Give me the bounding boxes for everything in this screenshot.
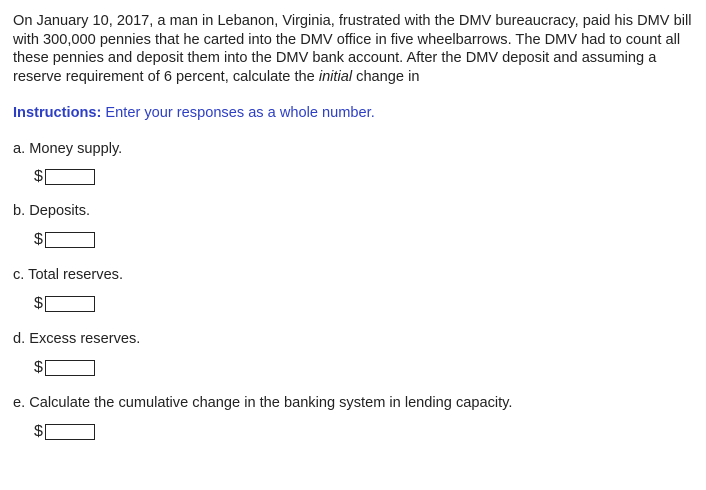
deposits-input[interactable] [45,232,95,248]
currency-symbol: $ [34,231,43,248]
question-a-label: a. Money supply. [13,141,123,157]
problem-italic-word: initial [318,68,353,85]
problem-statement [13,12,693,86]
answer-row-e [34,422,693,442]
problem-text-end: change in [352,68,420,85]
lending-capacity-input[interactable] [45,424,95,440]
instructions-label: Instructions: [13,105,102,121]
currency-symbol: $ [34,359,43,376]
currency-symbol: $ [34,168,43,185]
question-content [13,12,693,442]
problem-text: On January 10, 2017, a man in Lebanon, Virginia, frustrated with the DMV bureaucracy, paid his DMV bill with 300,000 pennies that he carted into the DMV office in five wheelbarrows. The DMV had to count all these pennies and deposit them into the DMV bank account. After the DMV deposit and assuming a reserve requirement of 6 percent, calculate the [13,13,692,85]
question-e-label: e. Calculate the cumulative change in the banking system in lending capacity. [13,395,513,411]
currency-symbol: $ [34,423,43,440]
question-d-label: d. Excess reserves. [13,331,141,347]
answer-row-d [34,358,693,378]
question-b-label: b. Deposits. [13,203,91,219]
answer-row-c [34,294,693,314]
question-c-label: c. Total reserves. [13,267,124,283]
total-reserves-input[interactable] [45,296,95,312]
answer-row-b [34,230,693,250]
answer-row-a [34,167,693,187]
currency-symbol: $ [34,295,43,312]
excess-reserves-input[interactable] [45,360,95,376]
money-supply-input[interactable] [45,169,95,185]
instructions-text: Enter your responses as a whole number. [101,105,375,121]
instructions [13,104,693,122]
